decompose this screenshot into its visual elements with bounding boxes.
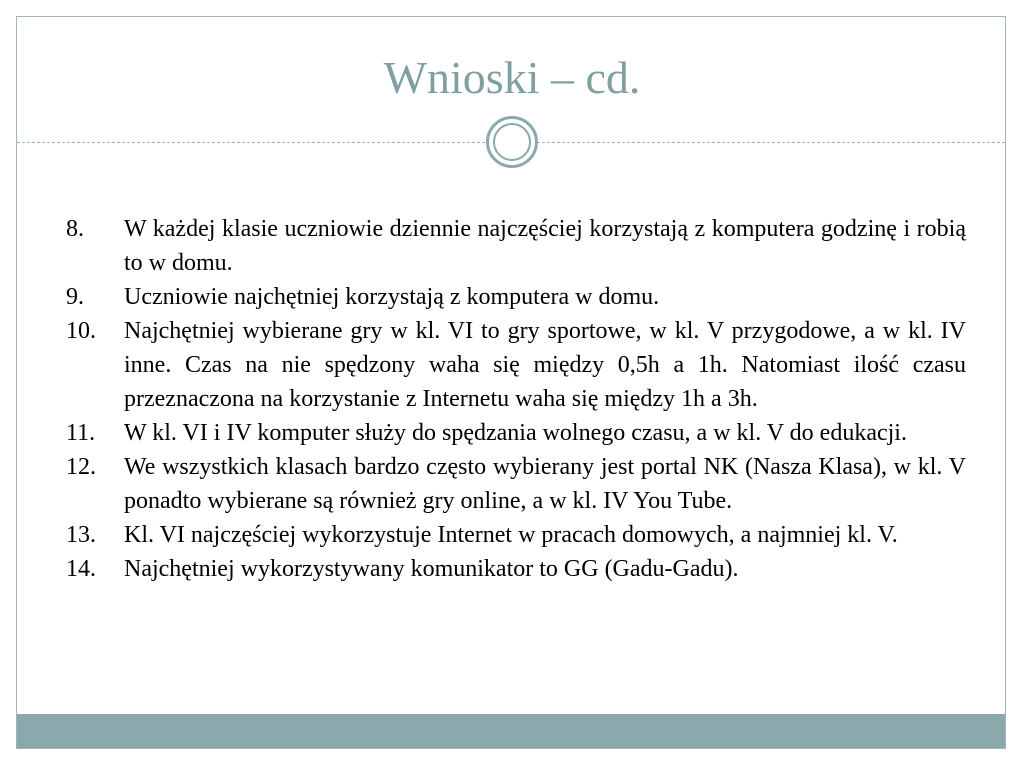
item-text: Najchętniej wybierane gry w kl. VI to gry sportowe, w kl. V przygodowe, a w kl. IV inne. Czas na nie spędzony waha się między 0,5h a 1h. Natomiast ilość czasu przeznaczona na korzystanie z Internetu waha się między 1h a 3h. [124, 318, 966, 412]
list-item [66, 416, 966, 450]
item-text: Kl. VI najczęściej wykorzystuje Internet w pracach domowych, a najmniej kl. V. [124, 522, 898, 548]
item-number: 13. [66, 522, 96, 548]
item-text: Uczniowie najchętniej korzystają z komputera w domu. [124, 284, 660, 310]
bottom-band [17, 714, 1005, 748]
list-item [66, 552, 966, 586]
list-item [66, 518, 966, 552]
item-number: 10. [66, 318, 96, 344]
list-item [66, 280, 966, 314]
item-number: 8. [66, 216, 84, 242]
item-number: 9. [66, 284, 84, 310]
item-number: 14. [66, 556, 96, 582]
item-text: We wszystkich klasach bardzo często wybierany jest portal NK (Nasza Klasa), w kl. V ponadto wybierane są również gry online, a w kl. IV You Tube. [124, 454, 966, 514]
list-item [66, 314, 966, 416]
list-item [66, 450, 966, 518]
item-text: W kl. VI i IV komputer służy do spędzania wolnego czasu, a w kl. V do edukacji. [124, 420, 907, 446]
item-text: Najchętniej wykorzystywany komunikator to GG (Gadu-Gadu). [124, 556, 739, 582]
circle-ornament-icon [486, 116, 538, 168]
item-number: 12. [66, 454, 96, 480]
conclusions-list [66, 212, 966, 586]
list-item [66, 212, 966, 280]
item-text: W każdej klasie uczniowie dziennie najczęściej korzystają z komputera godzinę i robią to w domu. [124, 216, 966, 276]
slide-title: Wnioski – cd. [383, 52, 641, 103]
item-number: 11. [66, 420, 96, 446]
